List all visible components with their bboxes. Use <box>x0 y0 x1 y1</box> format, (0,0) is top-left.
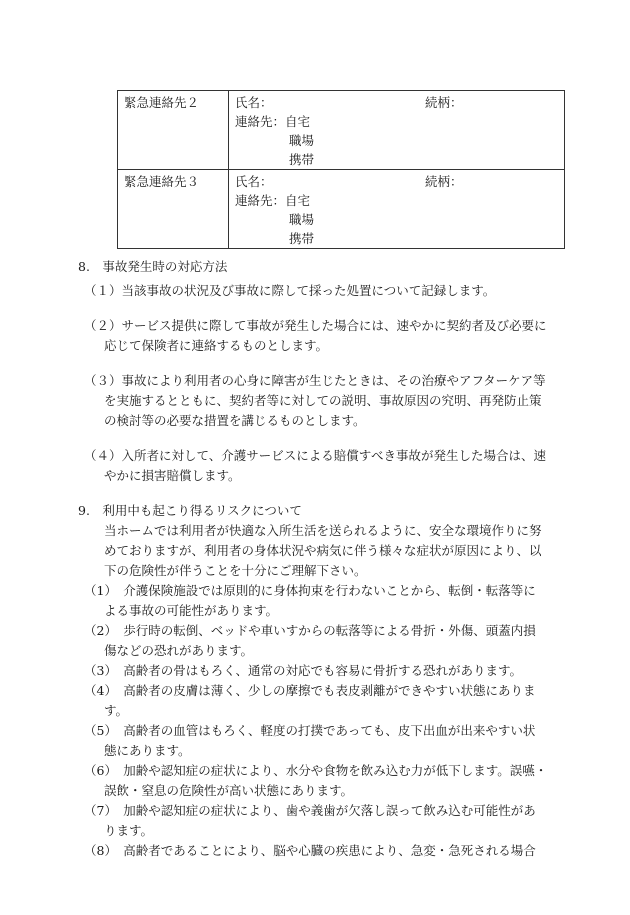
emergency-contact-table <box>117 90 565 249</box>
intro-line: めておりますが、利用者の身体状況や病気に伴う様々な症状が原因により、以 <box>104 543 542 558</box>
mobile-contact-label: 携帯 <box>289 152 315 167</box>
list-item: （5） 高齢者の血管はもろく、軽度の打撲であっても、皮下出血が出来やすい状 <box>84 723 536 738</box>
section-heading: 9. 利用中も起こり得るリスクについて <box>78 503 302 518</box>
list-item-continuation: やかに損害賠償します。 <box>104 468 241 483</box>
list-item: （2） 歩行時の転倒、ベッドや車いすからの転落等による骨折・外傷、頭蓋内損 <box>84 623 536 638</box>
intro-line: 当ホームでは利用者が快適な入所生活を送られるように、安全な環境作りに努 <box>104 523 542 538</box>
list-item-continuation: 誤飲・窒息の危険性が高い状態にあります。 <box>104 783 354 798</box>
section-heading: 8. 事故発生時の対応方法 <box>78 259 228 274</box>
list-item: （３）事故により利用者の心身に障害が生じたときは、その治療やアフターケア等 <box>84 373 546 388</box>
list-item-continuation: よる事故の可能性があります。 <box>104 603 279 618</box>
list-item: （7） 加齢や認知症の症状により、歯や義歯が欠落し誤って飲み込む可能性があ <box>84 803 536 818</box>
contact-label-cell: 緊急連絡先２ <box>118 91 229 170</box>
home-contact-label: 連絡先：自宅 <box>235 193 311 208</box>
table-row <box>118 170 565 249</box>
list-item: （3） 高齢者の骨はもろく、通常の対応でも容易に骨折する恐れがあります。 <box>84 663 522 678</box>
list-item-continuation: の検討等の必要な措置を講じるものとします。 <box>104 413 366 428</box>
contact-detail-cell <box>229 91 565 170</box>
list-item-continuation: 応じて保険者に連絡するものとします。 <box>104 338 329 353</box>
work-contact-label: 職場 <box>289 133 315 148</box>
mobile-contact-label: 携帯 <box>289 231 315 246</box>
list-item: （２）サービス提供に際して事故が発生した場合には、速やかに契約者及び必要に <box>84 318 547 333</box>
list-item: （１）当該事故の状況及び事故に際して採った処置について記録します。 <box>84 283 496 298</box>
list-item-continuation: 態にあります。 <box>104 743 191 758</box>
list-item: （4） 高齢者の皮膚は薄く、少しの摩擦でも表皮剥離ができやすい状態にありま <box>84 683 536 698</box>
relation-label: 続柄： <box>425 174 463 189</box>
home-contact-label: 連絡先：自宅 <box>235 114 311 129</box>
list-item-continuation: を実施するとともに、契約者等に対しての説明、事故原因の究明、再発防止策 <box>104 393 542 408</box>
work-contact-label: 職場 <box>289 212 315 227</box>
list-item: （４）入所者に対して、介護サービスによる賠償すべき事故が発生した場合は、速 <box>84 448 547 463</box>
list-item: （8） 高齢者であることにより、脳や心臓の疾患により、急変・急死される場合 <box>84 843 536 858</box>
contact-detail-cell <box>229 170 565 249</box>
table-row <box>118 91 565 170</box>
name-label: 氏名： <box>235 174 273 189</box>
list-item: （1） 介護保険施設では原則的に身体拘束を行わないことから、転倒・転落等に <box>84 583 536 598</box>
list-item-continuation: ります。 <box>104 823 154 838</box>
name-label: 氏名： <box>235 95 273 110</box>
relation-label: 続柄： <box>425 95 463 110</box>
list-item-continuation: す。 <box>104 703 129 718</box>
list-item-continuation: 傷などの恐れがあります。 <box>104 643 254 658</box>
intro-line: 下の危険性が伴うことを十分にご理解下さい。 <box>104 563 367 578</box>
contact-label-cell: 緊急連絡先３ <box>118 170 229 249</box>
list-item: （6） 加齢や認知症の症状により、水分や食物を飲み込む力が低下します。誤嚥・ <box>84 763 548 778</box>
